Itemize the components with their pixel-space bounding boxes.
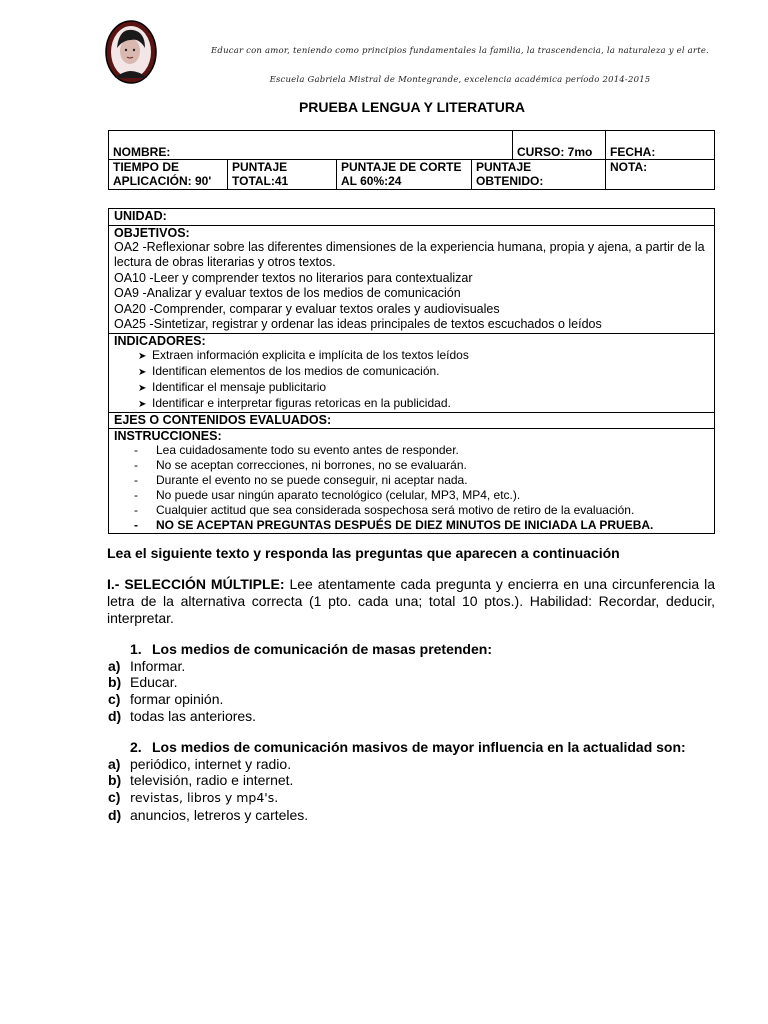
section-instructions: Lee atentamente cada pregunta y encierra en una circunferencia la letra de la alternativa correcta (1 pto. cada una; total 10 ptos.). Habilidad: Recordar, deducir, interpretar.	[107, 576, 715, 626]
option-c[interactable]: c) formar opinión.	[108, 691, 224, 708]
instrucciones-row	[109, 429, 715, 534]
ejes-label: EJES O CONTENIDOS EVALUADOS:	[114, 412, 332, 427]
tiempo-aplicacion: TIEMPO DE APLICACIÓN: 90'	[109, 160, 228, 190]
unit-objectives-table	[108, 208, 715, 534]
objetivo-item: OA20 -Comprender, comparar y evaluar textos orales y audiovisuales	[114, 301, 500, 316]
instruccion-item: - No se aceptan correcciones, ni borrones, no se evaluarán.	[134, 458, 709, 473]
indicadores-label: INDICADORES:	[114, 333, 206, 348]
school-motto: Educar con amor, teniendo como principios fundamentales la familia, la trascendencia, la naturaleza y el arte.	[211, 46, 709, 56]
indicadores-row	[109, 333, 715, 412]
objetivo-item: OA25 -Sintetizar, registrar y ordenar las ideas principales de textos escuchados o leídos	[114, 317, 602, 331]
question-2	[108, 739, 715, 824]
page-title: PRUEBA LENGUA Y LITERATURA	[298, 99, 526, 115]
puntaje-total: PUNTAJE TOTAL:41	[228, 160, 337, 190]
objetivos-row	[109, 225, 715, 333]
indicador-item: ➤ Identifican elementos de los medios de comunicación.	[140, 364, 709, 380]
option-d[interactable]: d) anuncios, letreros y carteles.	[108, 806, 309, 823]
objetivo-item: OA9 -Analizar y evaluar textos de los medios de comunicación	[114, 286, 461, 300]
section-multiple-choice	[107, 576, 715, 627]
section-title: I.- SELECCIÓN MÚLTIPLE:	[107, 576, 285, 592]
reading-instruction: Lea el siguiente texto y responda las preguntas que aparecen a continuación	[107, 545, 620, 561]
option-a[interactable]: a) Informar.	[108, 657, 186, 674]
puntaje-obtenido-field[interactable]: PUNTAJE OBTENIDO:	[472, 160, 606, 190]
instruccion-item: - Lea cuidadosamente todo su evento antes de responder.	[134, 443, 709, 458]
objetivos-label: OBJETIVOS:	[114, 225, 190, 240]
nombre-field[interactable]: NOMBRE:	[109, 131, 513, 160]
instruccion-item: - Durante el evento no se puede conseguir, ni aceptar nada.	[134, 473, 709, 488]
question-1	[108, 641, 715, 725]
option-b[interactable]: b) televisión, radio e internet.	[108, 772, 294, 789]
puntaje-corte: PUNTAJE DE CORTE AL 60%:24	[337, 160, 472, 190]
option-c[interactable]: c) revistas, libros y mp4's.	[108, 789, 279, 806]
student-info-table	[108, 130, 715, 190]
indicador-item: ➤ Identificar e interpretar figuras retoricas en la publicidad.	[140, 396, 709, 412]
instruccion-item: - NO SE ACEPTAN PREGUNTAS DESPUÉS DE DIEZ MINUTOS DE INICIADA LA PRUEBA.	[134, 518, 709, 533]
instrucciones-label: INSTRUCCIONES:	[114, 429, 222, 443]
ejes-row	[109, 412, 715, 429]
curso-field: CURSO: 7mo	[513, 131, 606, 160]
option-d[interactable]: d) todas las anteriores.	[108, 707, 257, 724]
question-text: 1. Los medios de comunicación de masas pretenden:	[130, 641, 492, 657]
question-text: 2. Los medios de comunicación masivos de mayor influencia en la actualidad son:	[130, 739, 686, 755]
objetivo-item: OA2 -Reflexionar sobre las diferentes dimensiones de la experiencia humana, propia y ajena, a partir de la lectura de obras literarias y otros textos.	[114, 239, 705, 269]
fecha-field[interactable]: FECHA:	[606, 131, 715, 160]
option-b[interactable]: b) Educar.	[108, 674, 178, 691]
option-a[interactable]: a) periódico, internet y radio.	[108, 755, 292, 772]
instruccion-item: - Cualquier actitud que sea considerada sospechosa será motivo de retiro de la evaluación.	[134, 503, 709, 518]
indicadores-list	[114, 348, 709, 412]
school-logo-portrait	[105, 20, 157, 84]
nota-field[interactable]: NOTA:	[606, 160, 715, 190]
school-name-period: Escuela Gabriela Mistral de Montegrande, excelencia académica período 2014-2015	[269, 75, 651, 85]
unidad-row	[109, 209, 715, 226]
indicador-item: ➤ Extraen información explicita e implícita de los textos leídos	[140, 348, 709, 364]
objetivo-item: OA10 -Leer y comprender textos no literarios para contextualizar	[114, 270, 473, 285]
instruccion-item: - No puede usar ningún aparato tecnológico (celular, MP3, MP4, etc.).	[134, 488, 709, 503]
instrucciones-list	[114, 443, 709, 533]
unidad-label: UNIDAD:	[114, 209, 167, 223]
indicador-item: ➤ Identificar el mensaje publicitario	[140, 380, 709, 396]
